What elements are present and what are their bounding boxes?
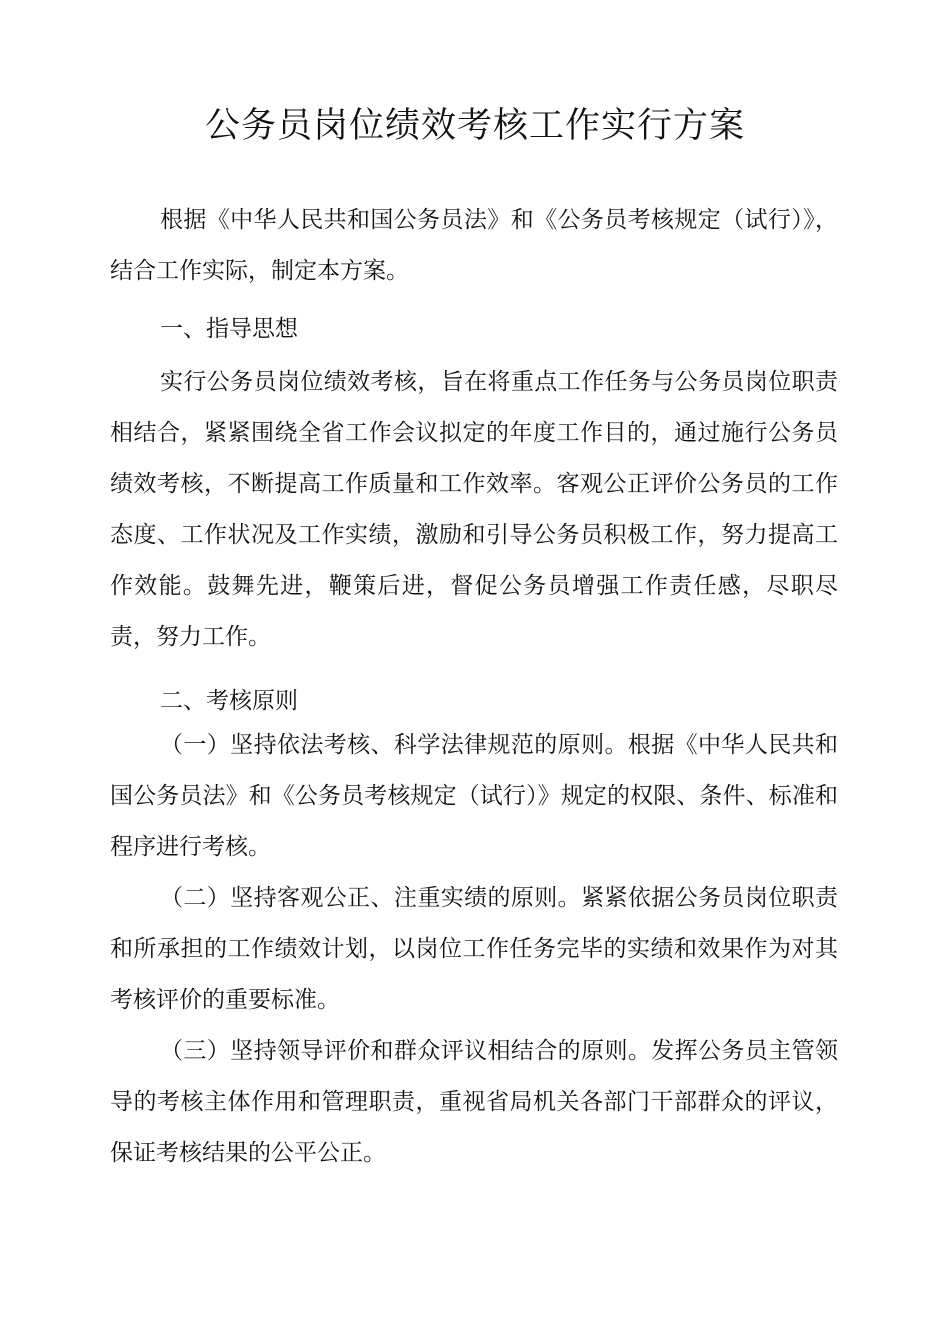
- document-title: 公务员岗位绩效考核工作实行方案: [204, 106, 745, 146]
- principle-item-1: （一）坚持依法考核、科学法律规范的原则。根据《中华人民共和国公务员法》和《公务员考核规定（试行）》规定的权限、条件、标准和程序进行考核。: [110, 732, 838, 860]
- intro-paragraph: 根据《中华人民共和国公务员法》和《公务员考核规定（试行）》，结合工作实际，制定本方案。: [110, 207, 838, 284]
- guiding-ideology-paragraph: 实行公务员岗位绩效考核，旨在将重点工作任务与公务员岗位职责相结合，紧紧围绕全省工作会议拟定的年度工作目的，通过施行公务员绩效考核，不断提高工作质量和工作效率。客观公正评价公务员的工作态度、工作状况及工作实绩，激励和引导公务员积极工作，努力提高工作效能。鼓舞先进，鞭策后进，督促公务员增强工作责任感，尽职尽责，努力工作。: [110, 369, 838, 650]
- section-heading-assessment-principles: 二、考核原则: [160, 688, 298, 714]
- section-heading-guiding-ideology: 一、指导思想: [160, 316, 298, 342]
- principle-item-2: （二）坚持客观公正、注重实绩的原则。紧紧依据公务员岗位职责和所承担的工作绩效计划，以岗位工作任务完毕的实绩和效果作为对其考核评价的重要标准。: [110, 885, 838, 1013]
- principle-item-3: （三）坚持领导评价和群众评议相结合的原则。发挥公务员主管领导的考核主体作用和管理职责，重视省局机关各部门干部群众的评议，保证考核结果的公平公正。: [110, 1038, 838, 1166]
